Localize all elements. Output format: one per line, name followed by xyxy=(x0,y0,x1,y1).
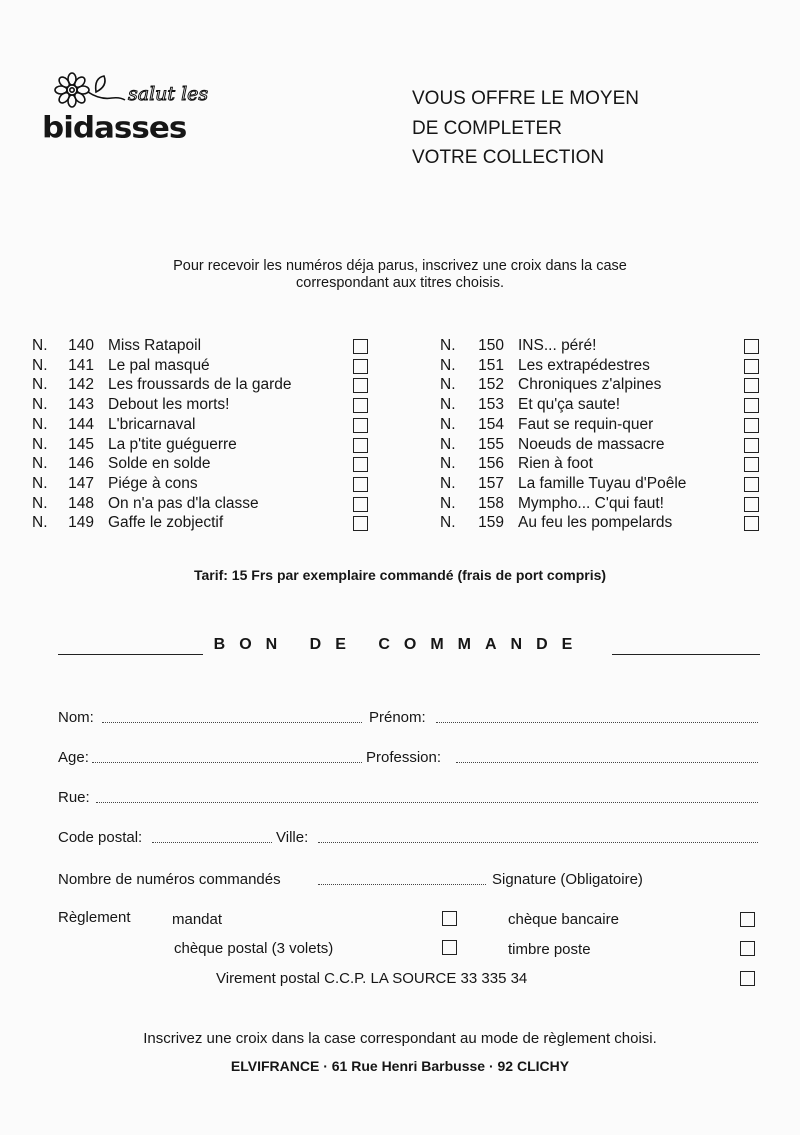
issue-checkbox[interactable] xyxy=(744,359,759,374)
issue-number: 159 xyxy=(478,514,504,532)
issue-number: 154 xyxy=(478,415,504,433)
instructions xyxy=(0,258,800,292)
issue-title: La famille Tuyau d'Poêle xyxy=(518,474,687,492)
label-signature: Signature (Obligatoire) xyxy=(492,871,643,888)
issue-row xyxy=(0,356,800,376)
checkbox-cheque-bancaire[interactable] xyxy=(740,912,755,927)
issue-prefix: N. xyxy=(32,415,48,433)
offer-line: VOUS OFFRE LE MOYEN xyxy=(412,88,639,109)
offer-heading xyxy=(412,84,639,173)
issue-checkbox[interactable] xyxy=(744,497,759,512)
issue-prefix: N. xyxy=(32,494,48,512)
issue-title: Les froussards de la garde xyxy=(108,376,292,394)
label-virement: Virement postal C.C.P. LA SOURCE 33 335 34 xyxy=(216,970,528,987)
divider xyxy=(612,654,760,655)
issue-prefix: N. xyxy=(440,455,456,473)
issue-row xyxy=(0,336,800,356)
issue-prefix: N. xyxy=(440,396,456,414)
issue-row xyxy=(0,474,800,494)
issue-title: Noeuds de massacre xyxy=(518,435,665,453)
label-timbre-poste: timbre poste xyxy=(508,941,591,958)
issue-title: Et qu'ça saute! xyxy=(518,396,621,414)
publisher-address: ELVIFRANCE · 61 Rue Henri Barbusse · 92 CLICHY xyxy=(230,1058,570,1074)
checkbox-virement[interactable] xyxy=(740,971,755,986)
issue-prefix: N. xyxy=(32,356,48,374)
issue-number: 151 xyxy=(478,356,504,374)
issue-prefix: N. xyxy=(440,337,456,354)
label-ville: Ville: xyxy=(276,829,309,846)
issue-checkbox[interactable] xyxy=(744,438,759,453)
profession-field[interactable] xyxy=(456,762,758,763)
offer-line: DE COMPLETER xyxy=(412,117,562,139)
issue-prefix: N. xyxy=(440,376,456,394)
issue-number: 148 xyxy=(68,494,94,512)
label-mandat: mandat xyxy=(172,911,223,928)
issue-row xyxy=(0,375,800,395)
payment-instruction: Inscrivez une croix dans la case correspondant au mode de règlement choisi. xyxy=(143,1030,657,1047)
issue-prefix: N. xyxy=(32,455,48,473)
checkbox-timbre-poste[interactable] xyxy=(740,941,755,956)
label-nombre: Nombre de numéros commandés xyxy=(58,871,281,888)
label-profession: Profession: xyxy=(366,749,442,766)
issue-number: 152 xyxy=(478,376,504,394)
issue-prefix: N. xyxy=(440,356,456,374)
issue-row xyxy=(0,513,800,533)
issue-prefix: N. xyxy=(32,337,48,354)
issue-title: Chroniques z'alpines xyxy=(518,376,662,394)
issue-prefix: N. xyxy=(32,396,48,414)
issue-title: Le pal masqué xyxy=(108,356,210,374)
prenom-field[interactable] xyxy=(436,722,758,723)
issue-checkbox[interactable] xyxy=(744,477,759,492)
divider xyxy=(58,654,203,655)
issue-number: 142 xyxy=(68,376,94,394)
issue-prefix: N. xyxy=(440,474,456,492)
issue-number: 158 xyxy=(478,494,504,512)
issue-checkbox[interactable] xyxy=(744,339,759,354)
logo-script-text: salut les xyxy=(128,83,209,105)
issue-title: Solde en solde xyxy=(108,455,211,473)
issue-title: INS... péré! xyxy=(518,337,597,354)
label-nom: Nom: xyxy=(58,709,94,726)
issue-title: Gaffe le zobjectif xyxy=(108,514,224,532)
label-cheque-bancaire: chèque bancaire xyxy=(508,911,619,928)
issue-number: 145 xyxy=(68,435,94,453)
label-cheque-postal: chèque postal (3 volets) xyxy=(174,940,334,957)
issue-checkbox[interactable] xyxy=(744,516,759,531)
issue-number: 150 xyxy=(478,337,504,354)
issue-prefix: N. xyxy=(32,435,48,453)
issue-number: 146 xyxy=(68,455,94,473)
issue-checkbox[interactable] xyxy=(744,378,759,393)
issue-prefix: N. xyxy=(440,435,456,453)
issue-number: 140 xyxy=(68,337,94,354)
issue-title: La p'tite guéguerre xyxy=(108,435,237,453)
issue-number: 155 xyxy=(478,435,504,453)
offer-line: VOTRE COLLECTION xyxy=(412,147,605,168)
issue-number: 153 xyxy=(478,396,504,414)
label-age: Age: xyxy=(58,749,89,766)
nombre-field[interactable] xyxy=(318,884,486,885)
instruction-line: correspondant aux titres choisis. xyxy=(296,275,504,291)
issue-row xyxy=(0,435,800,455)
issue-number: 156 xyxy=(478,455,504,473)
ville-field[interactable] xyxy=(318,842,758,843)
issue-checkbox[interactable] xyxy=(744,418,759,433)
issue-title: L'bricarnaval xyxy=(108,415,196,433)
issue-prefix: N. xyxy=(32,474,48,492)
checkbox-mandat[interactable] xyxy=(442,911,457,926)
issue-number: 157 xyxy=(478,474,504,492)
issue-number: 147 xyxy=(68,474,94,492)
issue-title: Mympho... C'qui faut! xyxy=(518,494,664,512)
issue-row xyxy=(0,395,800,415)
issue-prefix: N. xyxy=(32,514,48,532)
issue-prefix: N. xyxy=(440,514,456,532)
code-postal-field[interactable] xyxy=(152,842,272,843)
issue-prefix: N. xyxy=(440,494,456,512)
issue-checkbox[interactable] xyxy=(744,398,759,413)
issue-number: 149 xyxy=(68,514,94,532)
issue-title: Piége à cons xyxy=(108,474,198,492)
checkbox-cheque-postal[interactable] xyxy=(442,940,457,955)
label-prenom: Prénom: xyxy=(369,709,426,726)
issue-title: Rien à foot xyxy=(518,455,593,473)
issue-title: Au feu les pompelards xyxy=(518,514,673,532)
issue-number: 141 xyxy=(68,356,94,374)
issue-row xyxy=(0,494,800,514)
issue-title: Faut se requin-quer xyxy=(518,415,654,433)
issue-prefix: N. xyxy=(32,376,48,394)
rue-field[interactable] xyxy=(96,802,758,803)
issue-title: On n'a pas d'la classe xyxy=(108,494,259,512)
age-field[interactable] xyxy=(92,762,362,763)
label-code-postal: Code postal: xyxy=(58,829,143,846)
order-form-heading: BON DE COMMANDE xyxy=(213,636,587,653)
issue-title: Les extrapédestres xyxy=(518,356,650,374)
issue-row xyxy=(0,454,800,474)
logo-wordmark: bidasses xyxy=(42,110,187,146)
price-note: Tarif: 15 Frs par exemplaire commandé (frais de port compris) xyxy=(193,567,607,583)
issue-checkbox[interactable] xyxy=(744,457,759,472)
issue-number: 143 xyxy=(68,396,94,414)
label-reglement: Règlement xyxy=(58,909,131,926)
issue-number: 144 xyxy=(68,415,94,433)
instruction-line: Pour recevoir les numéros déja parus, inscrivez une croix dans la case xyxy=(173,258,627,274)
label-rue: Rue: xyxy=(58,789,90,806)
issue-title: Debout les morts! xyxy=(108,396,230,414)
issue-title: Miss Ratapoil xyxy=(108,337,202,354)
issue-prefix: N. xyxy=(440,415,456,433)
nom-field[interactable] xyxy=(102,722,362,723)
issue-row xyxy=(0,415,800,435)
logo-flower xyxy=(50,70,210,110)
